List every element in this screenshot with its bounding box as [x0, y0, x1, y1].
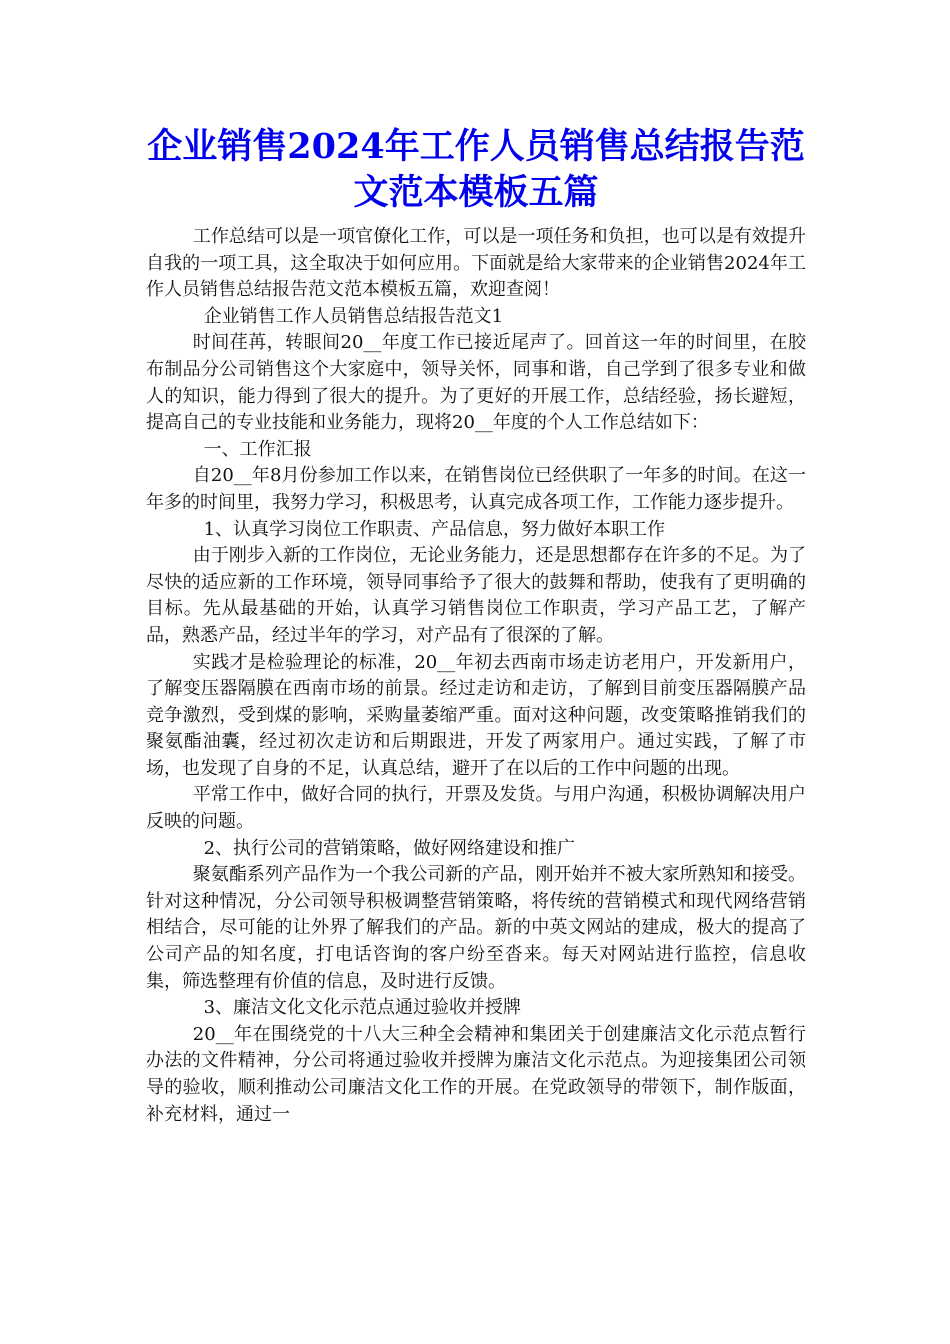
body-paragraph: 时间荏苒，转眼间20__年度工作已接近尾声了。回首这一年的时间里，在胶布制品分公司销售这个大家庭中，领导关怀，同事和谐，自己学到了很多专业和做人的知识，能力得到了很大的提升。为了更好的开展工作，总结经验，扬长避短，提高自己的专业技能和业务能力，现将20__年度的个人工作总结如下： [146, 332, 806, 434]
section-heading: 一、工作汇报 [203, 438, 312, 460]
section-heading: 3、廉洁文化文化示范点通过验收并授牌 [203, 997, 522, 1019]
section-heading: 1、认真学习岗位工作职责、产品信息，努力做好本职工作 [203, 518, 666, 540]
section-heading: 企业销售工作人员销售总结报告范文1 [203, 305, 504, 327]
body-paragraph: 20__年在围绕党的十八大三种全会精神和集团关于创建廉洁文化示范点暂行办法的文件精神，分公司将通过验收并授牌为廉洁文化示范点。为迎接集团公司领导的验收，顺利推动公司廉洁文化工作的开展。在党政领导的带领下，制作版面，补充材料，通过一 [146, 1023, 806, 1125]
body-paragraph: 平常工作中，做好合同的执行，开票及发货。与用户沟通，积极协调解决用户反映的问题。 [146, 784, 806, 833]
document-page [146, 124, 806, 1128]
body-paragraph: 实践才是检验理论的标准，20__年初去西南市场走访老用户，开发新用户，了解变压器隔膜在西南市场的前景。经过走访和走访，了解到目前变压器隔膜产品竞争激烈，受到煤的影响，采购量萎缩严重。面对这种问题，改变策略推销我们的聚氨酯油囊，经过初次走访和后期跟进，开发了两家用户。通过实践，了解了市场，也发现了自身的不足，认真总结，避开了在以后的工作中问题的出现。 [146, 651, 806, 779]
section-heading: 2、执行公司的营销策略，做好网络建设和推广 [203, 837, 576, 859]
body-paragraph: 由于刚步入新的工作岗位，无论业务能力，还是思想都存在许多的不足。为了尽快的适应新的工作环境，领导同事给予了很大的鼓舞和帮助，使我有了更明确的目标。先从最基础的开始，认真学习销售岗位工作职责，学习产品工艺，了解产品，熟悉产品，经过半年的学习，对产品有了很深的了解。 [146, 545, 806, 646]
body-paragraph: 自20__年8月份参加工作以来，在销售岗位已经供职了一年多的时间。在这一年多的时间里，我努力学习，积极思考，认真完成各项工作，工作能力逐步提升。 [146, 465, 806, 513]
document-title: 企业销售2024年工作人员销售总结报告范文范本模板五篇 [147, 126, 805, 213]
document-body [146, 224, 806, 1128]
body-paragraph: 工作总结可以是一项官僚化工作，可以是一项任务和负担，也可以是有效提升自我的一项工具，这全取决于如何应用。下面就是给大家带来的企业销售2024年工作人员销售总结报告范文范本模板五篇，欢迎查阅！ [146, 226, 806, 301]
body-paragraph: 聚氨酯系列产品作为一个我公司新的产品，刚开始并不被大家所熟知和接受。针对这种情况，分公司领导积极调整营销策略，将传统的营销模式和现代网络营销相结合，尽可能的让外界了解我们的产品。新的中英文网站的建成，极大的提高了公司产品的知名度，打电话咨询的客户纷至沓来。每天对网站进行监控，信息收集，筛选整理有价值的信息，及时进行反馈。 [146, 864, 806, 992]
